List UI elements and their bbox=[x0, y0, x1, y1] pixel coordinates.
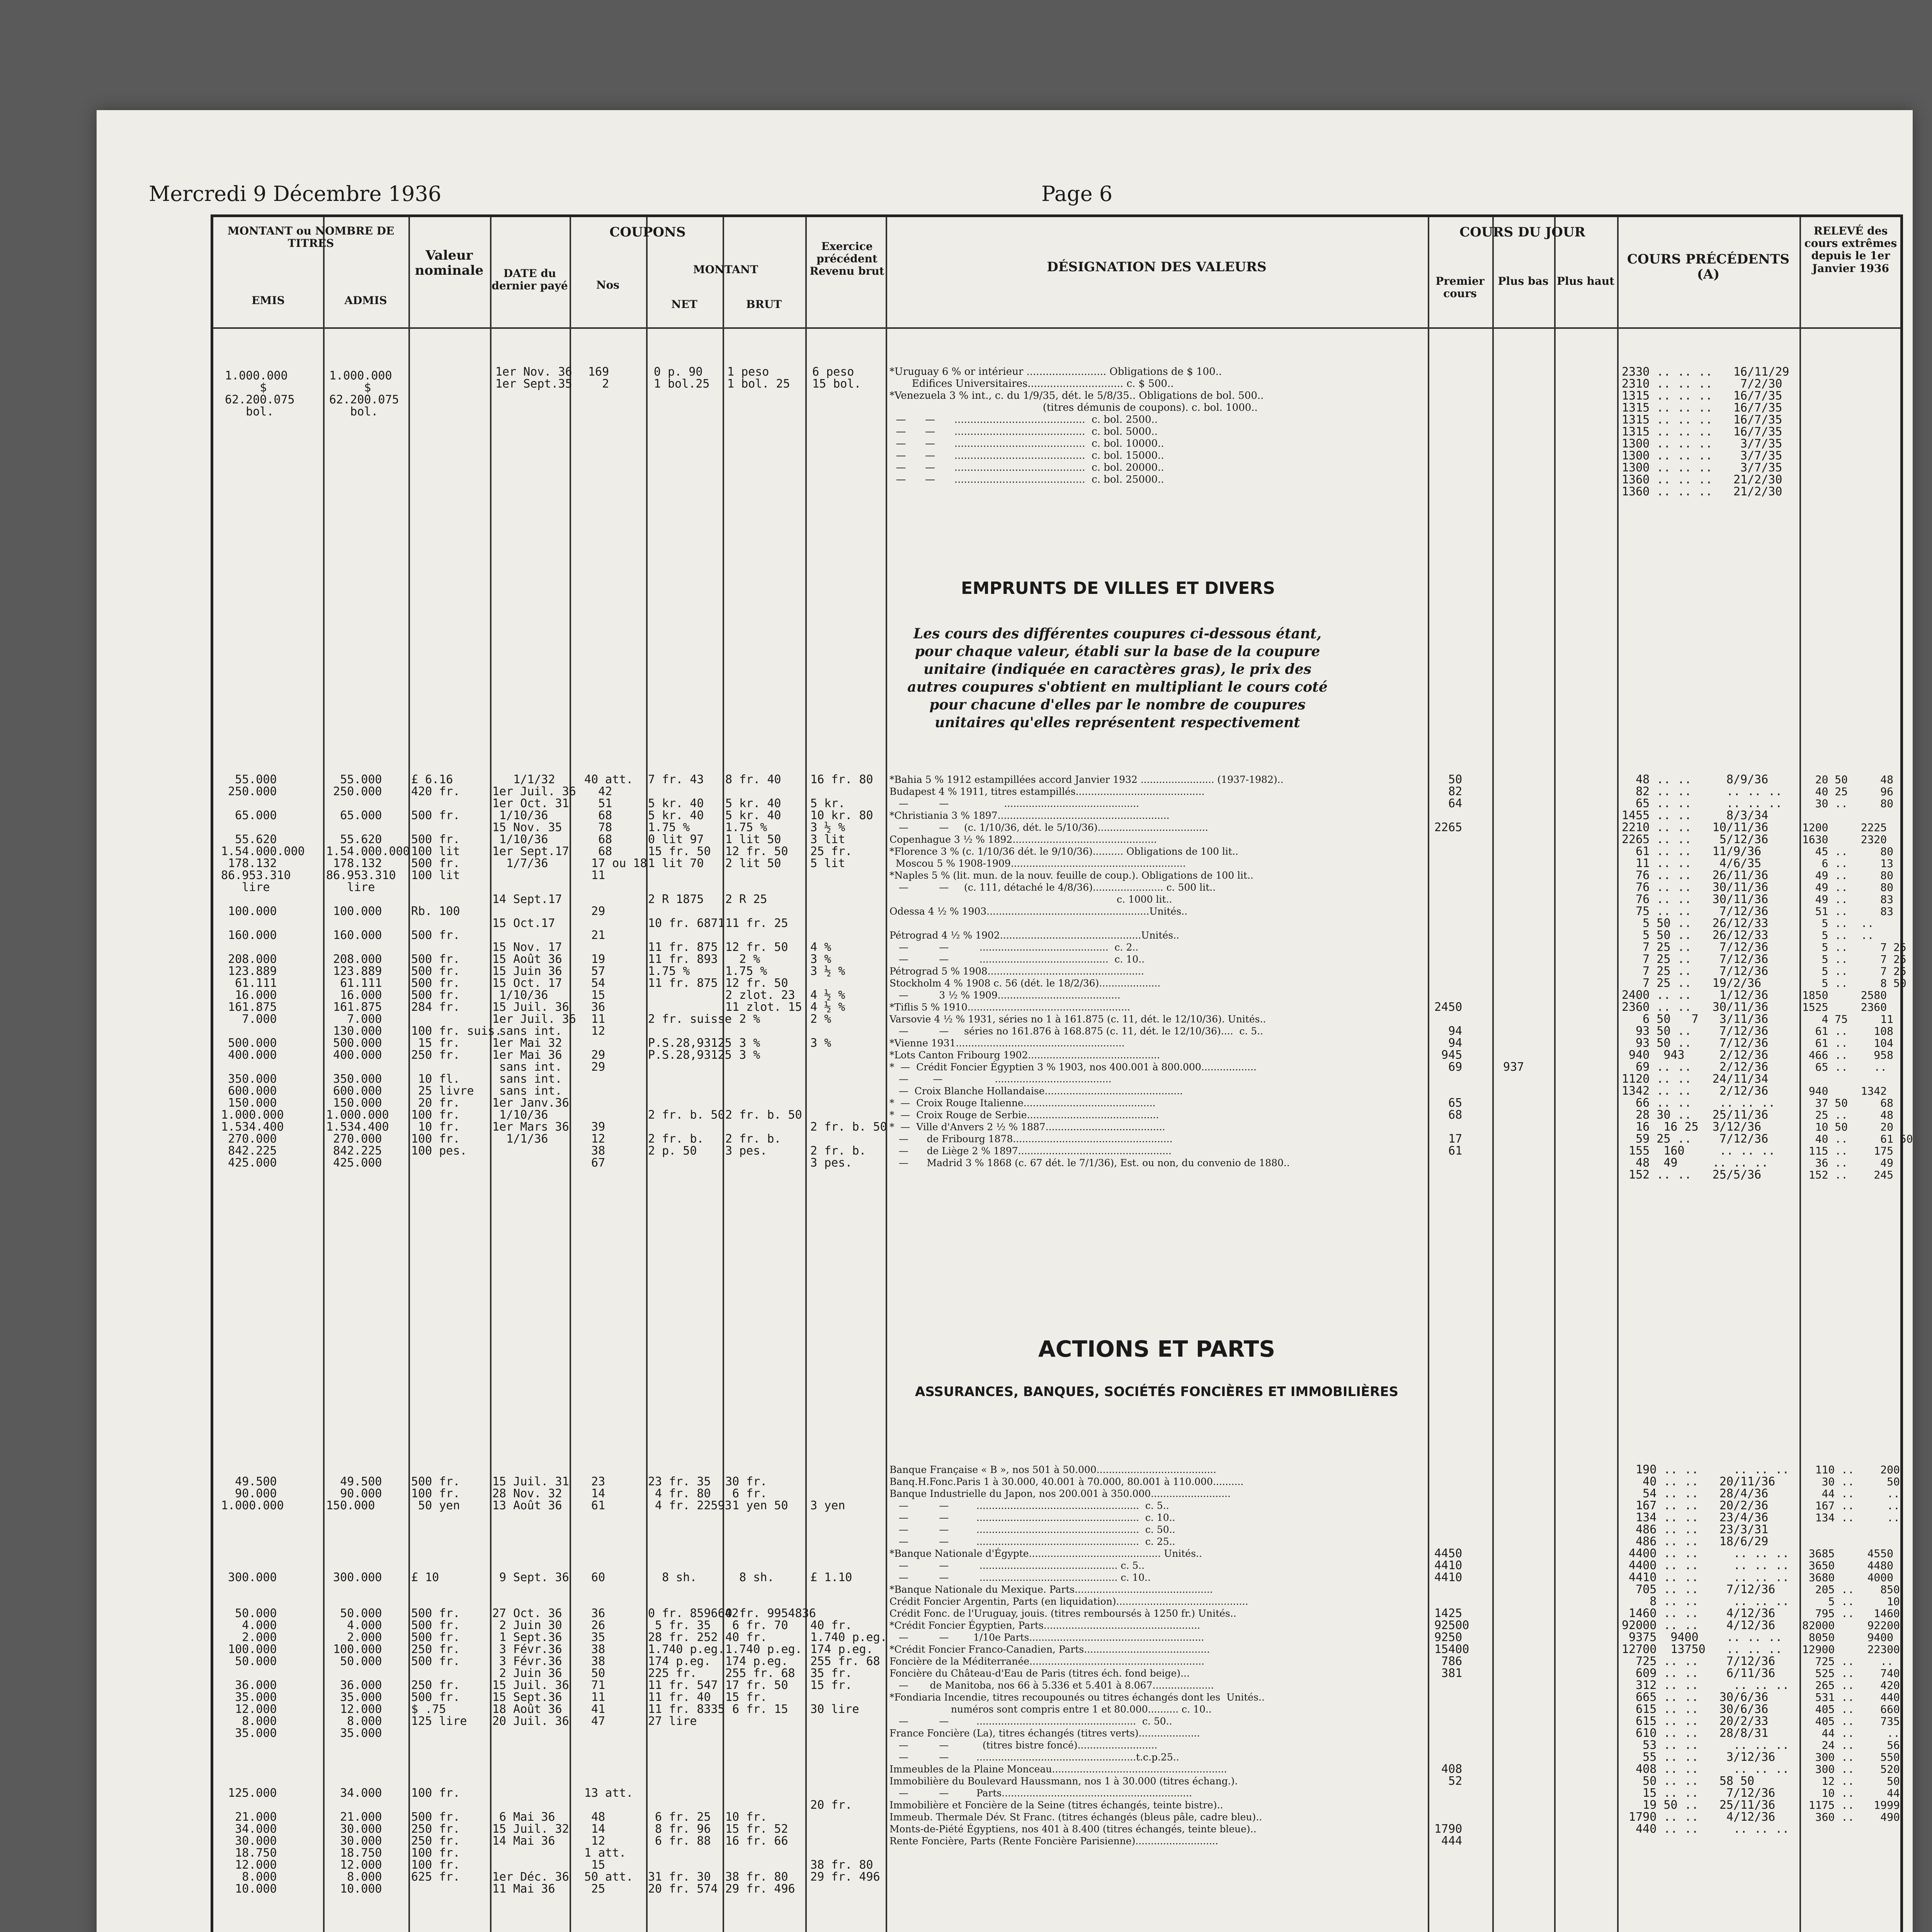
b2-num: 40 att. 42 51 68 78 68 68 17 ou 18 11 29 21 19 57 54 15 36 11 12 29 29 39 12 38 67 bbox=[584, 773, 647, 1170]
b1-prec: 2330 .. .. .. 16/11/29 2310 .. .. .. 7/2/30 1315 .. .. .. 16/7/35 1315 .. .. .. 16/7/35 1315 .. .. .. 16/7/35 1315 .. .. .. 16/7/35 1300 .. .. .. 3/7/35 1300 .. .. .. 3/7/35 1300 .. .. .. 3/7/35 1360 .. .. .. 21/2/30 1360 .. .. .. 21/2/30 bbox=[1622, 365, 1789, 498]
section-note: Les cours des différentes coupures ci-dessous étant, pour chaque valeur, établi sur la base de la coupure unitaire (indiquée en caractères gras), le prix des autres coupures s'obtient en multipliant le cours coté pour chacune d'elles par le nombre de coupures unitaires qu'elles représentent respectivement bbox=[907, 626, 1328, 731]
b3-exer: 3 yen £ 1.10 40 fr. 1.740 p.eg. 174 p.eg. 255 fr. 68 35 fr. 15 fr. 30 lire 20 fr. 38 fr. 80 29 fr. 496 bbox=[810, 1499, 887, 1884]
b3-valeur: 500 fr. 100 fr. 50 yen £ 10 500 fr. 500 fr. 500 fr. 250 fr. 500 fr. 250 fr. 500 fr. $ .75 125 lire 100 fr. 500 fr. 250 fr. 250 fr. 100 fr. 100 fr. 625 fr. bbox=[411, 1475, 467, 1884]
header-montant-coupon: MONTANT bbox=[693, 263, 759, 276]
header-cours-jour: COURS DU JOUR bbox=[1459, 224, 1585, 240]
b2-plus-bas: 937 bbox=[1503, 1060, 1524, 1074]
b2-designations: *Bahia 5 % 1912 estampillées accord Janvier 1932 ........................ (1937-1982).. Budapest 4 % 1911, titres estampillés.......................................... — — ............................................ *Christiania 3 % 1897........................................................ — — (c. 1/10/36, dét. le 5/10/36).................................... Copenhague 3 ½ % 1892............................................... *Florence 3 % (c. 1/10/36 dét. le 9/10/36).......... Obligations de 100 lit.. Moscou 5 % 1908-1909......................................................... *Naples 5 % (lit. mun. de la nouv. feuille de coup.). Obligations de 100 lit.. — — (c. 111, détaché le 4/8/36)....................... c. 500 lit.. c. 1000 lit.. Odessa 4 ½ % 1903.....................................................Unités.. Pétrograd 4 ½ % 1902..............................................Unités.. — — .......................................... c. 2.. — — .......................................... c. 10.. Pétrograd 5 % 1908................................................... Stockholm 4 % 1908 c. 56 (dét. le 18/2/36).................... — 3 ½ % 1909........................................ *Tiflis 5 % 1910..................................................... Varsovie 4 ½ % 1931, séries no 1 à 161.875 (c. 11, dét. le 12/10/36). Unités.. — — séries no 161.876 à 168.875 (c. 11, dét. le 12/10/36).... c. 5.. *Vienne 1931....................................................... *Lots Canton Fribourg 1902........................................... * — Crédit Foncier Égyptien 3 % 1903, nos 400.001 à 800.000.................. — — ...................................... — Croix Blanche Hollandaise............................................. * — Croix Rouge Italienne........................................... * — Croix Rouge de Serbie........................................... * — Ville d'Anvers 2 ½ % 1887....................................... — de Fribourg 1878.................................................... — de Liège 2 % 1897.................................................. — Madrid 3 % 1868 (c. 67 dét. le 7/1/36), Est. ou non, du convenio de 1880.. bbox=[889, 774, 1290, 1168]
page-number: Page 6 bbox=[1041, 182, 1113, 206]
header-admis: ADMIS bbox=[344, 294, 387, 307]
header-exercice: Exercice précédent Revenu brut bbox=[810, 240, 884, 278]
col-sep bbox=[1617, 217, 1619, 1932]
b2-emis: 55.000 250.000 65.000 55.620 1.54.000.000 178.132 86.953.310 lire 100.000 160.000 208.000 123.889 61.111 16.000 161.875 7.000 500.000 400.000 350.000 600.000 150.000 1.000.000 1.534.400 270.000 842.225 425.000 bbox=[221, 773, 305, 1170]
col-sep bbox=[1554, 217, 1556, 1932]
quotation-table bbox=[211, 214, 1913, 1932]
b2-prec: 48 .. .. 8/9/36 82 .. .. .. .. .. 65 .. .. .. .. .. 1455 .. .. 8/3/34 2210 .. .. 10/11/36 2265 .. .. 5/12/36 61 .. .. 11/9/36 11 .. .. 4/6/35 76 .. .. 26/11/36 76 .. .. 30/11/36 76 .. .. 30/11/36 75 .. .. 7/12/36 5 50 .. 26/12/33 5 50 .. 26/12/33 7 25 .. 7/12/36 7 25 .. 7/12/36 7 25 .. 7/12/36 7 25 .. 19/2/36 2400 .. .. 1/12/36 2360 .. .. 30/11/36 6 50 7 3/11/36 93 50 .. 7/12/36 93 50 .. 7/12/36 940 943 2/12/36 69 .. .. 2/12/36 1120 .. .. 24/11/34 1342 .. .. 2/12/36 66 .. .. .. .. .. 28 30 .. 25/11/36 16 16 25 3/12/36 59 25 .. 7/12/36 155 160 .. .. .. 48 49 .. .. .. 152 .. .. 25/5/36 bbox=[1622, 773, 1782, 1182]
b2-date: 1/1/32 1er Juil. 36 1er Oct. 31 1/10/36 15 Nov. 35 1/10/36 1er Sept.17 1/7/36 14 Sept.17 15 Oct.17 15 Nov. 17 15 Août 36 15 Juin 36 15 Oct. 17 1/10/36 15 Juil. 36 1er Juil. 36 sans int. 1er Mai 32 1er Mai 36 sans int. sans int. sans int. 1er Janv.36 1/10/36 1er Mars 36 1/1/36 bbox=[492, 773, 576, 1146]
b2-net: 7 fr. 43 5 kr. 40 5 kr. 40 1.75 % 0 lit 97 15 fr. 50 1 lit 70 2 R 1875 10 fr. 6871 11 fr. 875 11 fr. 893 1.75 % 11 fr. 875 2 fr. suisse P.S.28,93125 P.S.28,93125 2 fr. b. 50 2 fr. b. 2 p. 50 bbox=[648, 773, 732, 1158]
header-montant: MONTANT ou NOMBRE DE TITRES bbox=[227, 224, 395, 250]
b2-releve: 20 50 48 40 25 96 30 .. 80 1200 2225 1630 2320 45 .. 80 6 .. 13 49 .. 80 49 .. 80 49 .. 83 51 .. 83 5 .. .. 5 .. .. 5 .. 7 25 5 .. 7 25 5 .. 7 25 5 .. 8 50 1850 2580 1525 2360 4 75 11 61 .. 108 61 .. 104 466 .. 958 65 .. .. 940 1342 37 50 68 25 .. 48 10 50 20 40 .. 61 50 115 .. 175 36 .. 49 152 .. 245 bbox=[1802, 773, 1913, 1181]
col-sep bbox=[323, 217, 325, 1932]
b3-premier: 4450 4410 4410 1425 92500 9250 15400 786 381 408 52 1790 444 bbox=[1434, 1547, 1469, 1848]
section-emprunts: EMPRUNTS DE VILLES ET DIVERS bbox=[961, 578, 1275, 598]
b1-exer: 6 peso 15 bol. bbox=[812, 365, 861, 391]
header-plus-bas: Plus bas bbox=[1498, 275, 1549, 287]
b3-designations: Banque Française « B », nos 501 à 50.000....................................... Banq.H.Fonc.Paris 1 à 30.000, 40.001 à 70.000, 80.001 à 110.000.......... Banque Industrielle du Japon, nos 200.001 à 350.000.......................... — — ..................................................... c. 5.. — — ..................................................... c. 10.. — — ..................................................... c. 50.. — — ..................................................... c. 25.. *Banque Nationale d'Égypte........................................... Unités.. — — ............................................. c. 5.. — — ............................................. c. 10.. *Banque Nationale du Mexique. Parts............................................. Crédit Foncier Argentin, Parts (en liquidation)........................................... Crédit Fonc. de l'Uruguay, jouis. (titres remboursés à 1250 fr.) Unités.. *Crédit Foncier Égyptien, Parts................................................... — — 1/10e Parts......................................................... *Crédit Foncier Franco-Canadien, Parts......................................... Foncière de la Méditerranée......................................................... Foncière du Château-d'Eau de Paris (titres éch. fond beige)... — de Manitoba, nos 66 à 5.336 et 5.401 à 8.067.................... *Fondiaria Incendie, titres recoupounés ou titres échangés dont les Unités.. numéros sont compris entre 1 et 80.000.......... c. 10.. — — .................................................... c. 50.. France Foncière (La), titres échangés (titres verts).................... — — (titres bistre foncé).......................... — — ....................................................t.c.p.25.. Immeubles de la Plaine Monceau......................................................... Immobilière du Boulevard Haussmann, nos 1 à 30.000 (titres échang.). — — Parts.............................................................. Immobilière et Foncière de la Seine (titres échangés, teinte bistre).. Immeub. Thermale Dév. St Franc. (titres échangés (bleus pâle, cadre bleu).. Monts-de-Piété Égyptiens, nos 401 à 8.400 (titres échangés, teinte bleue).. Rente Foncière, Parts (Rente Foncière Parisienne)........................... bbox=[889, 1464, 1265, 1847]
b1-emis: 1.000.000 $ 62.200.075 bol. bbox=[225, 369, 295, 418]
b1-num: 169 2 bbox=[588, 365, 609, 391]
header-valeur: Valeur nominale bbox=[415, 248, 484, 279]
b2-premier: 50 82 64 2265 2450 94 94 945 69 65 68 17 61 bbox=[1434, 773, 1463, 1158]
b2-exer: 16 fr. 80 5 kr. 10 kr. 80 3 ½ % 3 lit 25 fr. 5 lit 4 % 3 % 3 ½ % 4 ½ % 4 ½ % 2 % 3 % 2 fr. b. 50 2 fr. b. 3 pes. bbox=[810, 773, 887, 1170]
issue-date: Mercredi 9 Décembre 1936 bbox=[149, 182, 442, 206]
b1-brut: 1 peso 1 bol. 25 bbox=[727, 365, 790, 391]
header-numero: Nos bbox=[596, 279, 620, 291]
b3-net: 23 fr. 35 4 fr. 80 4 fr. 22593 8 sh. 0 fr. 8596642 5 fr. 35 28 fr. 252 1.740 p.eg. 174 p.eg. 225 fr. 11 fr. 547 11 fr. 40 11 fr. 8335 27 lire 6 fr. 25 8 fr. 96 6 fr. 88 31 fr. 30 20 fr. 574 bbox=[648, 1475, 739, 1896]
header-cours-prec: COURS PRÉCÉDENTS (A) bbox=[1627, 252, 1790, 282]
col-sep bbox=[1428, 217, 1429, 1932]
header-releve: RELEVÉ des cours extrêmes depuis le 1er Janvier 1936 bbox=[1804, 224, 1897, 275]
header-net: NET bbox=[671, 298, 697, 311]
header-designation: DÉSIGNATION DES VALEURS bbox=[1047, 259, 1267, 275]
header-plus-haut: Plus haut bbox=[1556, 275, 1615, 287]
b3-admis: 49.500 90.000 150.000 300.000 50.000 4.000 2.000 100.000 50.000 36.000 35.000 12.000 8.000 35.000 34.000 21.000 30.000 30.000 18.750 12.000 8.000 10.000 bbox=[326, 1475, 382, 1896]
col-sep bbox=[1799, 217, 1801, 1932]
b2-admis: 55.000 250.000 65.000 55.620 1.54.000.000 178.132 86.953.310 lire 100.000 160.000 208.000 123.889 61.111 16.000 161.875 7.000 130.000 500.000 400.000 350.000 600.000 150.000 1.000.000 1.534.400 270.000 842.225 425.000 bbox=[326, 773, 410, 1170]
header-coupons: COUPONS bbox=[609, 224, 686, 240]
section-assurances: ASSURANCES, BANQUES, SOCIÉTÉS FONCIÈRES ET IMMOBILIÈRES bbox=[915, 1384, 1398, 1400]
b2-valeur: £ 6.16 420 fr. 500 fr. 500 fr. 100 lit 500 fr. 100 lit Rb. 100 500 fr. 500 fr. 500 fr. 500 fr. 500 fr. 284 fr. 100 fr. suis. 15 fr. 250 fr. 10 fl. 25 livre 20 fr. 100 fr. 10 fr. 100 fr. 100 pes. bbox=[411, 773, 502, 1158]
b3-num: 23 14 61 60 36 26 35 38 38 50 71 11 41 47 13 att. 48 14 12 1 att. 15 50 att. 25 bbox=[584, 1475, 633, 1896]
b3-releve: 110 .. 200 30 .. 50 44 .. .. 167 .. .. 134 .. .. 3685 4550 3650 4480 3680 4000 205 .. 850 5 .. 10 795 .. 1460 82000 92200 8050 9400 12900 22300 725 .. .. 525 .. 740 265 .. 420 531 .. 440 405 .. 660 405 .. 735 44 .. .. 24 .. 56 300 .. 550 300 .. 520 12 .. 50 10 .. 44 1175 .. 1999 360 .. 490 bbox=[1802, 1463, 1900, 1823]
header-premier: Premier cours bbox=[1435, 275, 1485, 300]
b1-admis: 1.000.000 $ 62.200.075 bol. bbox=[329, 369, 399, 418]
page-header bbox=[149, 182, 1901, 209]
b3-date: 15 Juil. 31 28 Nov. 32 13 Août 36 9 Sept. 36 27 Oct. 36 2 Juin 30 1 Sept.36 3 Févr.36 3 Févr.36 2 Juin 36 15 Juil. 36 15 Sept.36 18 Août 36 20 Juil. 36 6 Mai 36 15 Juil. 32 14 Mai 36 1er Déc. 36 11 Mai 36 bbox=[492, 1475, 569, 1896]
b1-designations: *Uruguay 6 % or intérieur ......................... Obligations de $ 100.. Edifices Universitaires.............................. c. $ 500.. *Venezuela 3 % int., c. du 1/9/35, dét. le 5/8/35.. Obligations de bol. 500.. (titres démunis de coupons). c. bol. 1000.. — — ......................................... c. bol. 2500.. — — ......................................... c. bol. 5000.. — — ......................................... c. bol. 10000.. — — ......................................... c. bol. 15000.. — — ......................................... c. bol. 20000.. — — ......................................... c. bol. 25000.. bbox=[889, 366, 1264, 485]
b3-prec: 190 .. .. .. .. .. 40 .. .. 20/11/36 54 .. .. 28/4/36 167 .. .. 20/2/36 134 .. .. 23/4/36 486 .. .. 23/3/31 486 .. .. 18/6/29 4400 .. .. .. .. .. 4400 .. .. .. .. .. 4410 .. .. .. .. .. 705 .. .. 7/12/36 8 .. .. .. .. .. 1460 .. .. 4/12/36 92000 .. .. 4/12/36 9375 9400 .. .. .. 12700 13750 .. .. .. 725 .. .. 7/12/36 609 .. .. 6/11/36 312 .. .. .. .. .. 665 .. .. 30/6/36 615 .. .. 30/6/36 615 .. .. 20/2/33 610 .. .. 28/8/31 53 .. .. .. .. .. 55 .. .. 3/12/36 408 .. .. .. .. .. 50 .. .. 58 50 15 .. .. 7/12/36 19 50 .. 25/11/36 1790 .. .. 4/12/36 440 .. .. .. .. .. bbox=[1622, 1463, 1789, 1836]
b1-net: 0 p. 90 1 bol.25 bbox=[654, 365, 710, 391]
b3-emis: 49.500 90.000 1.000.000 300.000 50.000 4.000 2.000 100.000 50.000 36.000 35.000 12.000 8.000 35.000 125.000 21.000 34.000 30.000 18.750 12.000 8.000 10.000 bbox=[221, 1475, 284, 1896]
b3-brut: 30 fr. 6 fr. 1 yen 50 8 sh. 0 fr. 9954836 6 fr. 70 40 fr. 1.740 p.eg. 174 p.eg. 255 fr. 68 17 fr. 50 15 fr. 6 fr. 15 10 fr. 15 fr. 52 16 fr. 66 38 fr. 80 29 fr. 496 bbox=[725, 1475, 816, 1896]
header-bottom-rule bbox=[213, 327, 1900, 329]
col-sep bbox=[1492, 217, 1494, 1932]
b1-date: 1er Nov. 36 1er Sept.35 bbox=[495, 365, 572, 391]
b2-brut: 8 fr. 40 5 kr. 40 5 kr. 40 1.75 % 1 lit 50 12 fr. 50 2 lit 50 2 R 25 11 fr. 25 12 fr. 50 2 % 1.75 % 12 fr. 50 2 zlot. 23 11 zlot. 15 2 % 3 % 3 % 2 fr. b. 50 2 fr. b. 3 pes. bbox=[725, 773, 802, 1158]
header-brut: BRUT bbox=[746, 298, 782, 311]
header-emis: EMIS bbox=[252, 294, 285, 307]
section-actions: ACTIONS ET PARTS bbox=[1038, 1336, 1276, 1362]
header-date-dernier: DATE du dernier payé bbox=[492, 267, 568, 293]
